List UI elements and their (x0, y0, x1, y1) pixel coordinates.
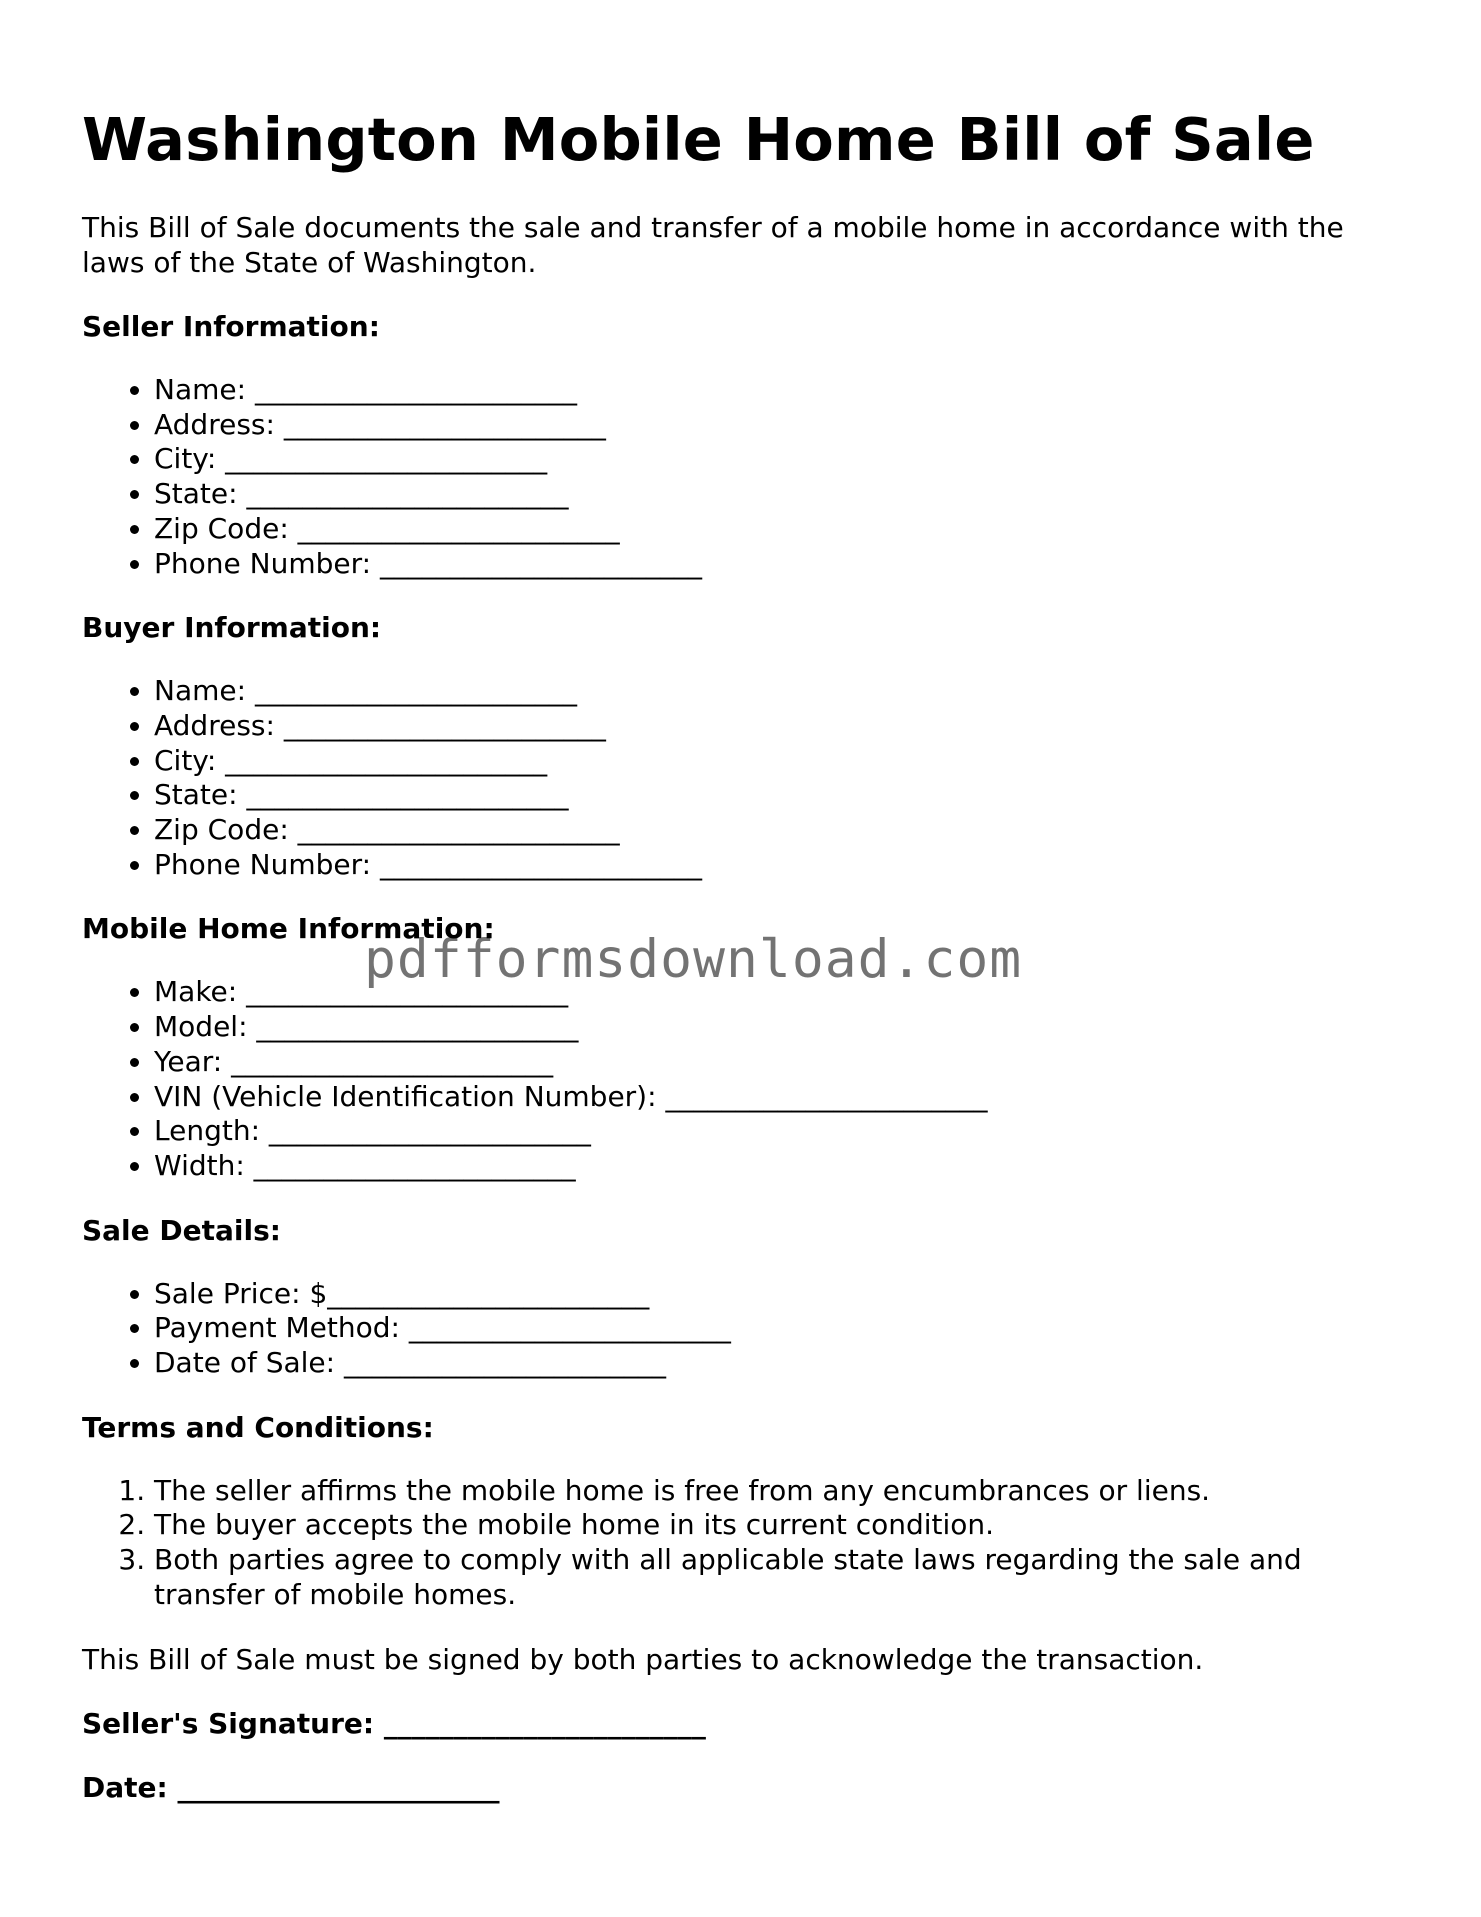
terms-list (82, 1474, 1402, 1613)
buyer-city-field[interactable]: • City: _______________________ (154, 744, 1402, 779)
seller-signature-field[interactable]: Seller's Signature: _______________________ (82, 1706, 706, 1740)
mobile-home-vin-field[interactable]: • VIN (Vehicle Identification Number): _______________________ (154, 1080, 1402, 1115)
buyer-address-field[interactable]: • Address: _______________________ (154, 709, 1402, 744)
terms-heading: Terms and Conditions: (82, 1410, 434, 1444)
seller-city-field[interactable]: • City: _______________________ (154, 442, 1402, 477)
watermark-text: pdfformsdownload.com (364, 929, 1023, 990)
seller-fields-list (82, 373, 1402, 581)
sale-details-list (82, 1277, 1402, 1381)
seller-phone-field[interactable]: • Phone Number: _______________________ (154, 547, 1402, 582)
seller-name-field[interactable]: • Name: _______________________ (154, 373, 1402, 408)
buyer-state-field[interactable]: • State: _______________________ (154, 778, 1402, 813)
document-title: Washington Mobile Home Bill of Sale (82, 105, 1315, 174)
buyer-heading: Buyer Information: (82, 611, 382, 645)
payment-method-field[interactable]: • Payment Method: _______________________ (154, 1311, 1402, 1346)
mobile-home-width-field[interactable]: • Width: _______________________ (154, 1149, 1402, 1184)
date-of-sale-field[interactable]: • Date of Sale: _______________________ (154, 1346, 1402, 1381)
buyer-name-field[interactable]: • Name: _______________________ (154, 674, 1402, 709)
sale-price-field[interactable]: • Sale Price: $_______________________ (154, 1277, 1402, 1312)
seller-address-field[interactable]: • Address: _______________________ (154, 408, 1402, 443)
signing-note: This Bill of Sale must be signed by both parties to acknowledge the transaction. (82, 1642, 1204, 1676)
buyer-fields-list (82, 674, 1402, 882)
mobile-home-make-field[interactable]: • Make: _______________________ (154, 975, 1402, 1010)
signature-date-field[interactable]: Date: _______________________ (82, 1770, 500, 1804)
intro-paragraph: This Bill of Sale documents the sale and transfer of a mobile home in accordance with the laws of the State of Washington. (82, 211, 1344, 279)
buyer-phone-field[interactable]: • Phone Number: _______________________ (154, 848, 1402, 883)
buyer-zip-field[interactable]: • Zip Code: _______________________ (154, 813, 1402, 848)
mobile-home-year-field[interactable]: • Year: _______________________ (154, 1045, 1402, 1080)
term-item: 3. Both parties agree to comply with all applicable state laws regarding the sale and transfer of mobile homes. (154, 1543, 1402, 1612)
seller-state-field[interactable]: • State: _______________________ (154, 477, 1402, 512)
mobile-home-model-field[interactable]: • Model: _______________________ (154, 1010, 1402, 1045)
sale-details-heading: Sale Details: (82, 1213, 281, 1247)
term-item: 2. The buyer accepts the mobile home in its current condition. (154, 1508, 1402, 1543)
mobile-home-heading: Mobile Home Information: (82, 912, 495, 946)
term-item: 1. The seller affirms the mobile home is free from any encumbrances or liens. (154, 1474, 1402, 1509)
mobile-home-length-field[interactable]: • Length: _______________________ (154, 1114, 1402, 1149)
mobile-home-fields-list (82, 975, 1402, 1183)
seller-heading: Seller Information: (82, 310, 380, 343)
seller-zip-field[interactable]: • Zip Code: _______________________ (154, 512, 1402, 547)
